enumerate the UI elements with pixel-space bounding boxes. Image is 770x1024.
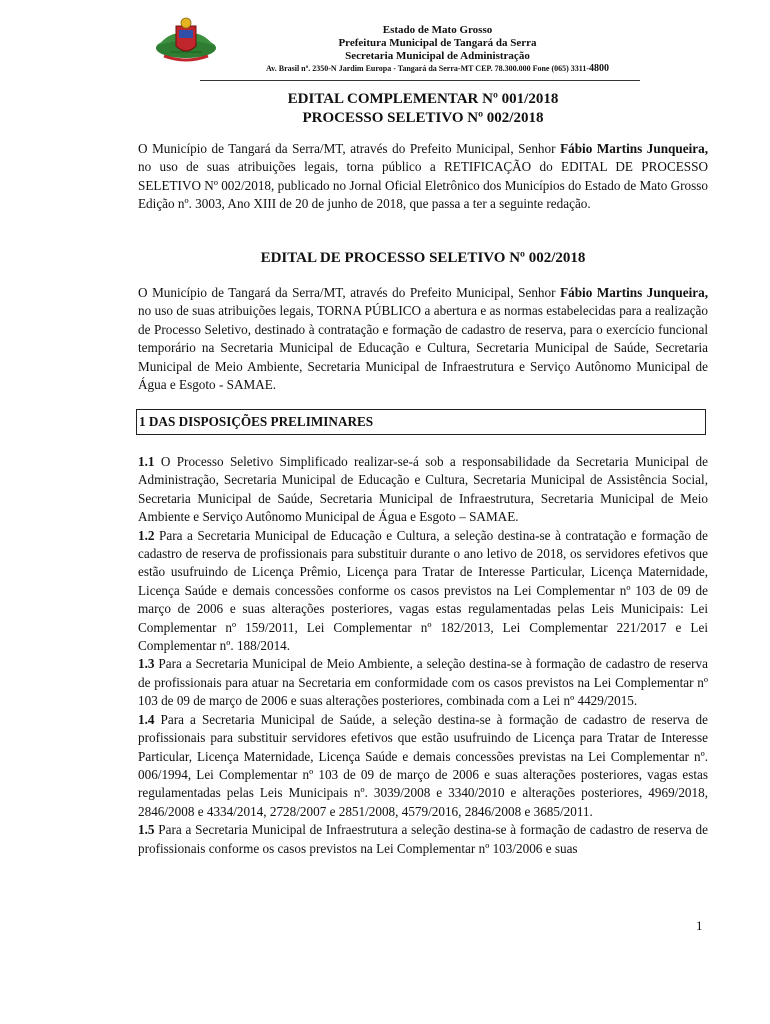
item-number: 1.4 (138, 711, 155, 727)
title-line-2: PROCESSO SELETIVO Nº 002/2018 (302, 110, 544, 126)
item-number: 1.3 (138, 656, 155, 672)
address-phone-end: 4800 (589, 63, 610, 74)
item-text: Para a Secretaria Municipal de Saúde, a seleção destina-se à formação de cadastro de reserva de profissionais para substituir servidores efetivos que estão usufruindo de Licença para Tratar de Interesse Particular, Licença Maternidade, Licença Saúde e demais concessões previstas na Lei Complementar nº. 006/1994, Lei Complementar nº 103 de 09 de março de 2006 e suas alterações posteriores, vagas estas regulamentadas pelas Leis Municipais nº. 3039/2008 e 3340/2010 e alterações posteriores, 4969/2018, 2846/2008 e 4334/2014, 2728/2007 e 2851/2008, 4579/2016, 2846/2008 e 3685/2011. (138, 711, 708, 819)
letterhead-prefecture: Prefeitura Municipal de Tangará da Serra (338, 37, 537, 49)
intro-mayor-name: Fábio Martins Junqueira, (560, 141, 708, 156)
section-heading: 1 DAS DISPOSIÇÕES PRELIMINARES (136, 409, 706, 435)
intro-text-before: O Município de Tangará da Serra/MT, através do Prefeito Municipal, Senhor (138, 141, 561, 156)
letterhead-address (200, 63, 675, 74)
letterhead (200, 24, 675, 74)
item-1-3 (138, 655, 708, 710)
item-text: Para a Secretaria Municipal de Meio Ambiente, a seleção destina-se à formação de cadastro de reserva de profissionais para atuar na Secretaria em conformidade com os casos previstos na Lei Complementar nº 103 de 09 de março de 2006 e suas alterações posteriores, combinada com a Lei nº 4429/2015. (138, 656, 708, 709)
item-1-1 (138, 453, 708, 527)
intro-text-after: no uso de suas atribuições legais, torna público a RETIFICAÇÃO do EDITAL DE PROCESSO SELETIVO Nº 002/2018, publicado no Jornal Oficial Eletrônico dos Municípios do Estado de Mato Grosso Edição nº. 3003, Ano XIII de 20 de junho de 2018, que passa a ter a seguinte redação. (138, 159, 708, 212)
letterhead-secretariat: Secretaria Municipal de Administração (345, 50, 530, 62)
title-line-1: EDITAL COMPLEMENTAR Nº 001/2018 (287, 91, 559, 107)
item-text: Para a Secretaria Municipal de Educação e Cultura, a seleção destina-se à contratação e formação de cadastro de reserva de profissionais para substituir durante o ano letivo de 2018, os servidores efetivos que estão usufruindo de Licença Prêmio, Licença para Tratar de Interesse Particular, Licença Maternidade, Licença Saúde e demais concessões conforme os casos previstos na Lei Complementar nº 103 de 09 de março de 2006 e suas alterações posteriores, vagas estas regulamentadas pelas Leis Municipais: Lei Complementar nº 159/2011, Lei Complementar nº 182/2013, Lei Complementar 221/2017 e Lei Complementar nº. 188/2014. (138, 527, 708, 654)
item-number: 1.1 (138, 454, 155, 469)
document-title (138, 90, 708, 128)
item-text: Para a Secretaria Municipal de Infraestrutura a seleção destina-se à formação de cadastro de reserva de profissionais conforme os casos previstos na Lei Complementar nº 103/2006 e suas (138, 822, 708, 856)
edital-intro-mayor-name: Fábio Martins Junqueira, (560, 285, 708, 300)
address-text: Av. Brasil nº. 2350-N Jardim Europa - Tangará da Serra-MT CEP. 78.300.000 Fone (065) 3311- (265, 64, 590, 73)
item-1-5 (138, 821, 708, 858)
edital-intro-paragraph (138, 284, 708, 394)
edital-intro-after: no uso de suas atribuições legais, TORNA PÚBLICO a abertura e as normas estabelecidas para a realização de Processo Seletivo, destinado à contratação e formação de cadastro de reserva, para o exercício funcional temporário na Secretaria Municipal de Educação e Cultura, Secretaria Municipal de Saúde, Secretaria Municipal de Meio Ambiente, Secretaria Municipal de Infraestrutura e Serviço Autônomo Municipal de Água e Esgoto - SAMAE. (138, 303, 708, 393)
page-number: 1 (696, 918, 703, 933)
item-number: 1.2 (138, 527, 155, 543)
letterhead-state: Estado de Mato Grosso (382, 24, 493, 36)
edital-title: EDITAL DE PROCESSO SELETIVO Nº 002/2018 (260, 250, 586, 266)
item-1-4 (138, 711, 708, 821)
letterhead-divider (200, 80, 640, 81)
item-1-2 (138, 527, 708, 656)
item-number: 1.5 (138, 822, 155, 838)
item-text: O Processo Seletivo Simplificado realizar-se-á sob a responsabilidade da Secretaria Municipal de Administração, Secretaria Municipal de Educação e Cultura, Secretaria Municipal de Assistência Social, Secretaria Municipal de Saúde, Secretaria Municipal de Infraestrutura, Secretaria Municipal de Meio Ambiente e Serviço Autônomo Municipal de Água e Esgoto – SAMAE. (138, 454, 708, 525)
intro-paragraph (138, 140, 708, 214)
edital-intro-before: O Município de Tangará da Serra/MT, através do Prefeito Municipal, Senhor (138, 285, 561, 300)
section-items (138, 453, 708, 858)
